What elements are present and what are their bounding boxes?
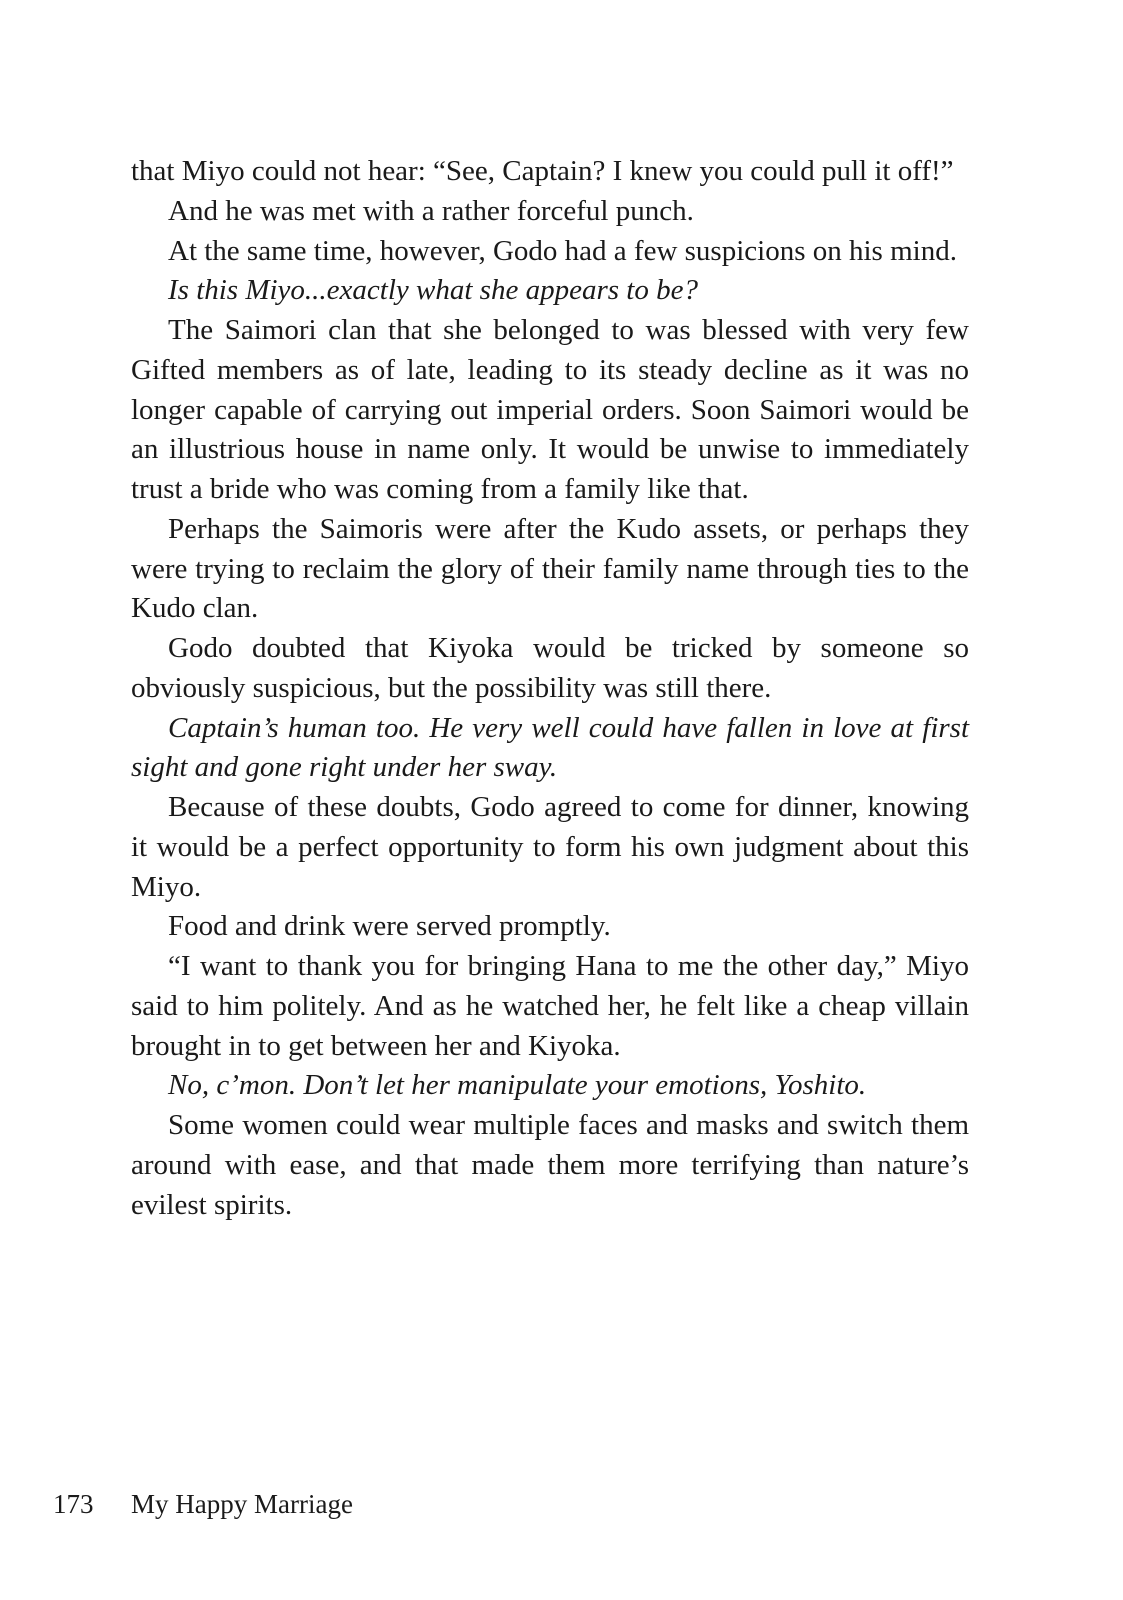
paragraph: “I want to thank you for bringing Hana to me the other day,” Miyo said to him politely. And as he watched her, he felt like a cheap villain brought in to get between her and Kiyoka. (131, 950, 969, 1062)
paragraph: At the same time, however, Godo had a few suspicions on his mind. (168, 234, 957, 267)
page-footer (53, 1484, 353, 1524)
paragraph: The Saimori clan that she belonged to was blessed with very few Gifted members as of late, leading to its steady decline as it was no longer capable of carrying out imperial orders. Soon Saimori would be an illustrious house in name only. It would be unwise to immediately trust a bride who was coming from a family like that. (131, 314, 969, 505)
paragraph: Food and drink were served promptly. (168, 910, 611, 943)
paragraph: Godo doubted that Kiyoka would be tricked by someone so obviously suspicious, but the possibility was still there. (131, 632, 969, 704)
paragraph: Perhaps the Saimoris were after the Kudo assets, or perhaps they were trying to reclaim the glory of their family name through ties to the Kudo clan. (131, 512, 969, 625)
paragraph: Some women could wear multiple faces and masks and switch them around with ease, and that made them more terrifying than nature’s evilest spirits. (131, 1109, 969, 1221)
paragraph: Because of these doubts, Godo agreed to come for dinner, knowing it would be a perfect opportunity to form his own judgment about this Miyo. (131, 791, 969, 903)
italic-thought: No, c’mon. Don’t let her manipulate your emotions, Yoshito. (168, 1069, 867, 1102)
italic-thought: Is this Miyo...exactly what she appears to be? (168, 274, 698, 307)
italic-thought: Captain’s human too. He very well could have fallen in love at first sight and gone right under her sway. (131, 711, 969, 784)
body-text (131, 152, 969, 1225)
page-number: 173 (53, 1489, 94, 1519)
paragraph: that Miyo could not hear: “See, Captain? I knew you could pull it off!” (131, 155, 954, 187)
book-title: My Happy Marriage (131, 1489, 353, 1519)
paragraph: And he was met with a rather forceful punch. (168, 194, 694, 227)
